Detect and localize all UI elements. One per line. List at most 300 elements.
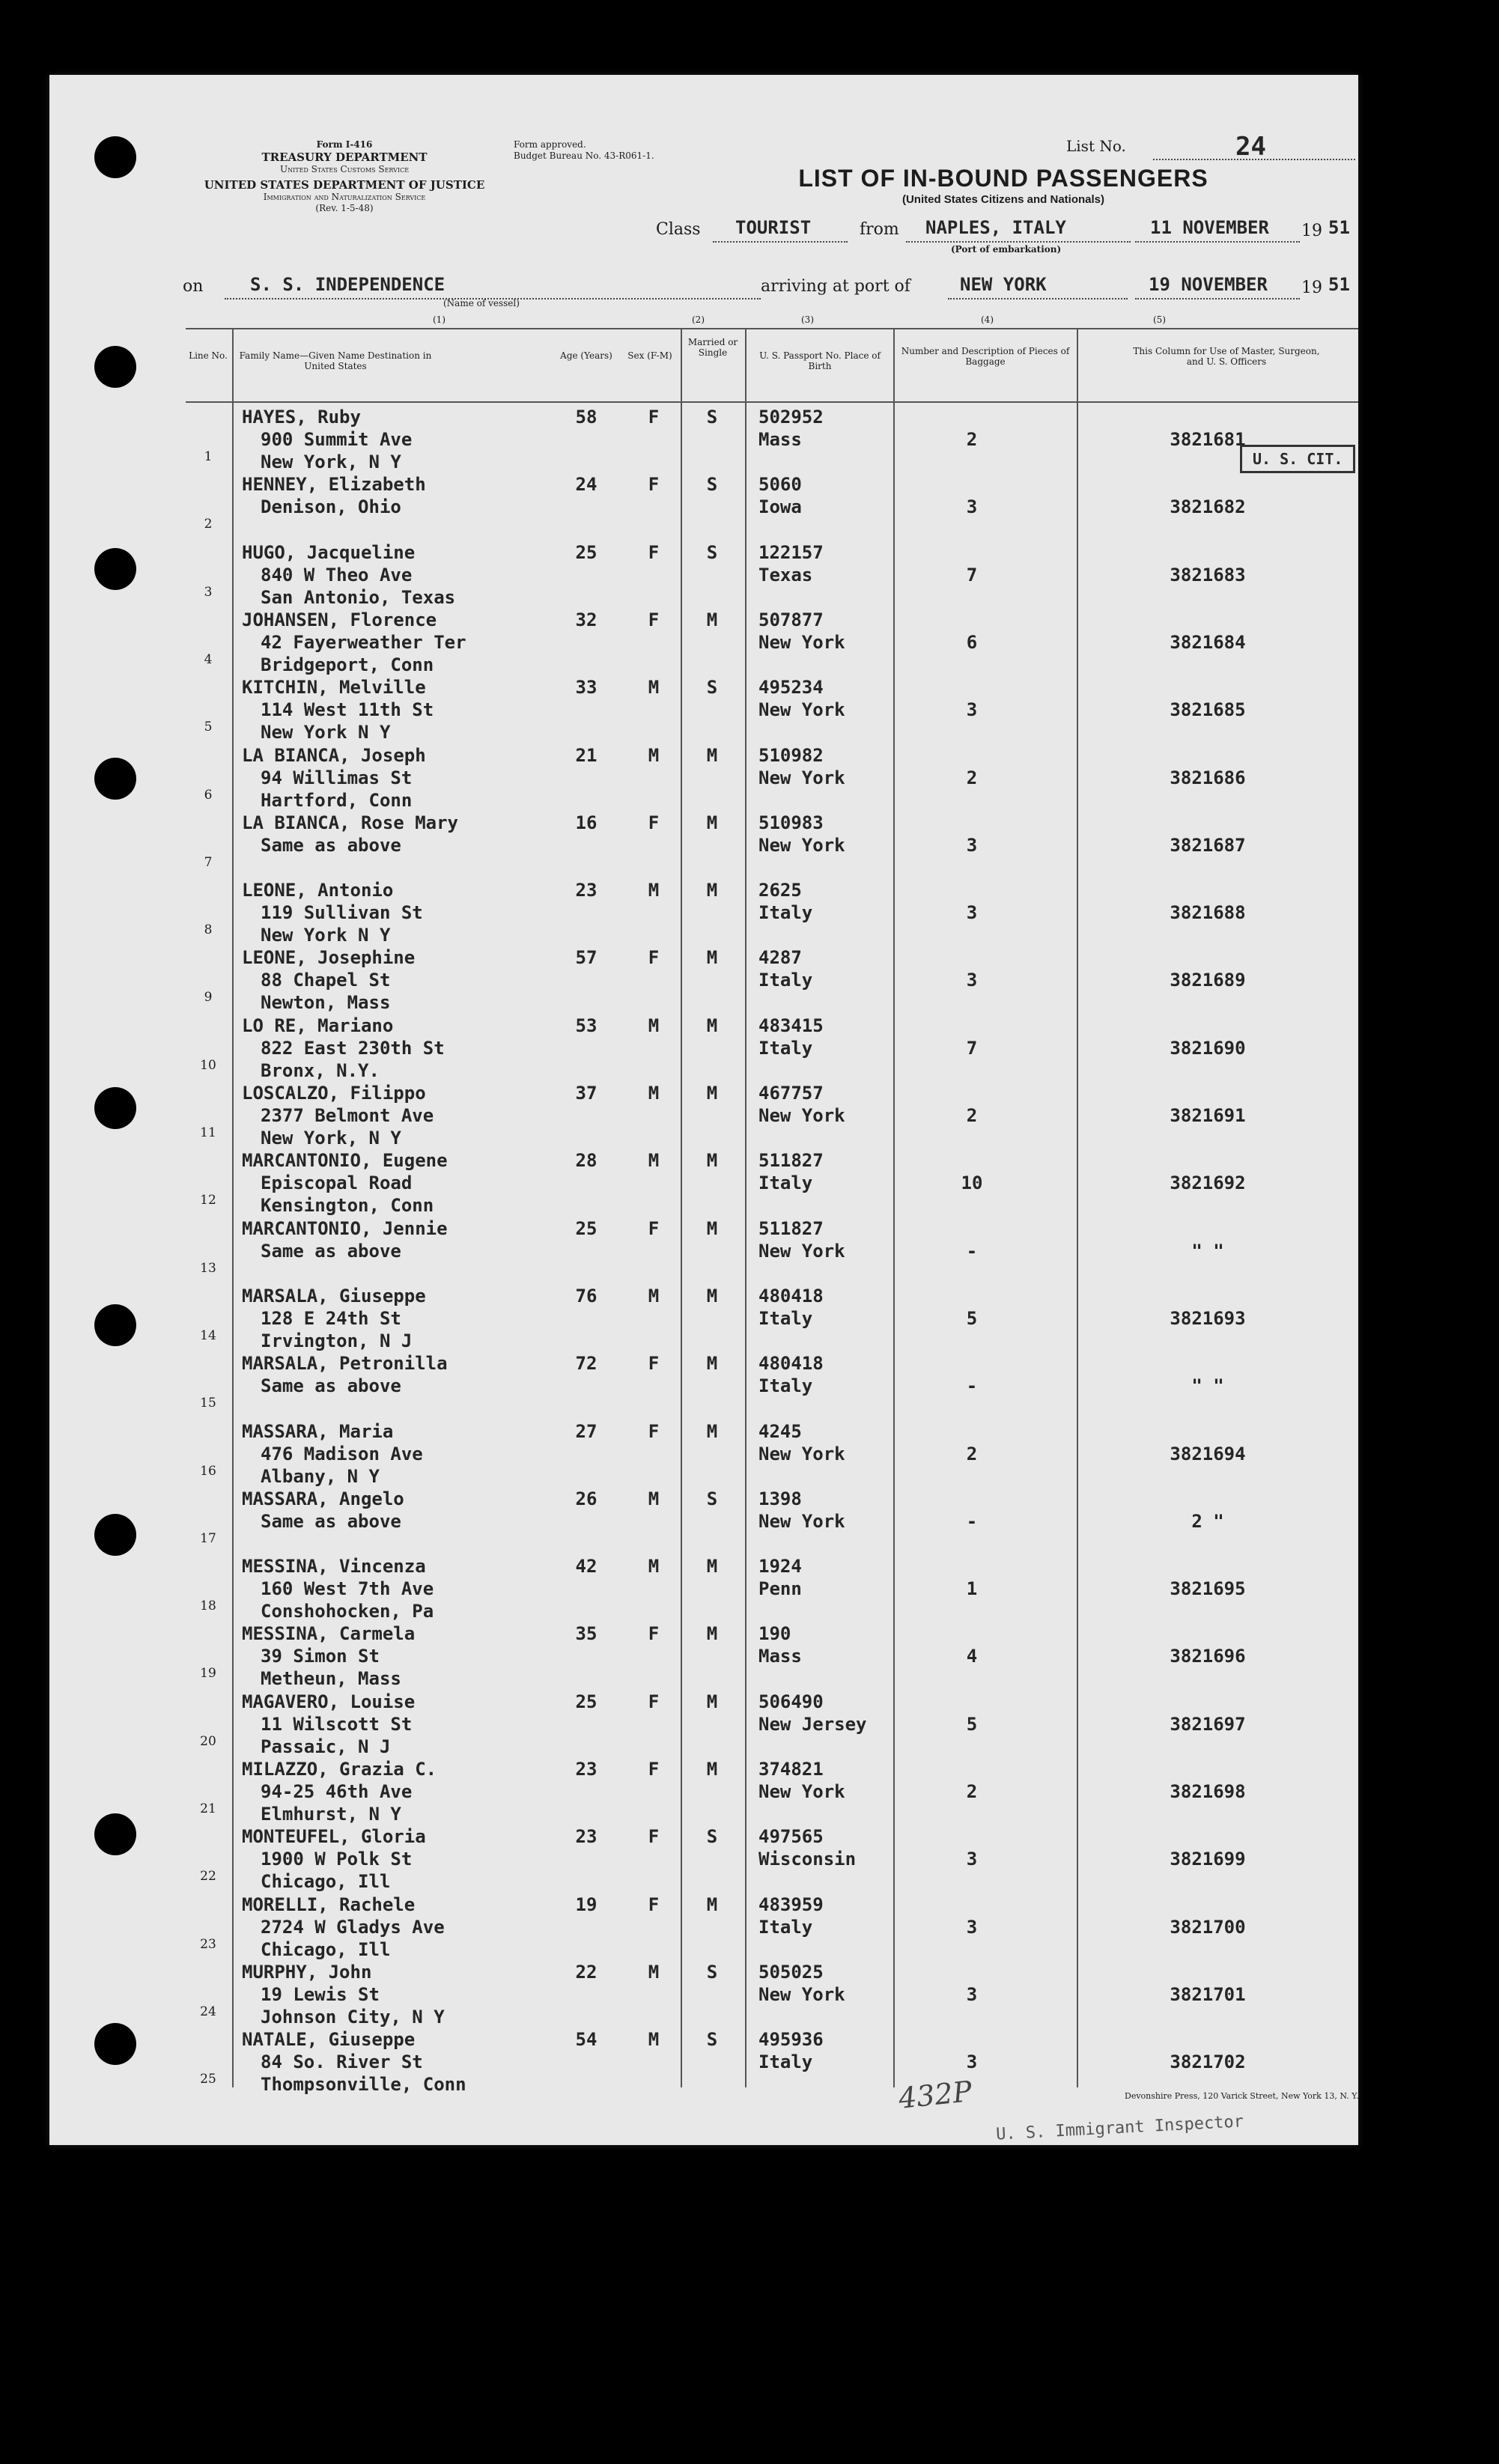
place-of-birth: New York	[758, 767, 845, 788]
address-line-1: 39 Simon St	[261, 1646, 380, 1667]
officer-number: 3821687	[1170, 834, 1246, 856]
sex-cell: F	[648, 474, 660, 496]
passport-number: 502952	[758, 407, 824, 428]
baggage-count: 3	[966, 1983, 978, 2005]
vessel-name: S. S. INDEPENDENCE	[250, 274, 446, 295]
age-cell: 72	[575, 1353, 598, 1375]
baggage-count: 6	[966, 631, 978, 653]
officer-number: 3821696	[1170, 1646, 1246, 1667]
passenger-name: MARCANTONIO, Eugene	[242, 1150, 448, 1172]
officer-number: 3821697	[1170, 1713, 1246, 1735]
place-of-birth: New York	[758, 1983, 845, 2005]
line-number: 10	[200, 1057, 216, 1073]
address-line-2: New York, N Y	[261, 1128, 401, 1149]
sex-cell: F	[648, 609, 660, 630]
passport-number: 495234	[758, 677, 824, 699]
passenger-name: LEONE, Josephine	[242, 947, 416, 969]
table-row	[186, 404, 1358, 472]
passenger-name: LO RE, Mariano	[242, 1015, 394, 1036]
table-row	[186, 1351, 1358, 1419]
baggage-count: 3	[966, 1916, 978, 1938]
officer-number: 3821700	[1170, 1916, 1246, 1938]
baggage-count: 2	[966, 1105, 978, 1126]
address-line-1: Episcopal Road	[261, 1172, 413, 1194]
table-row	[186, 1824, 1358, 1892]
baggage-count: 4	[966, 1646, 978, 1667]
passenger-name: MARCANTONIO, Jennie	[242, 1217, 448, 1239]
line-number: 5	[204, 720, 213, 735]
form-approval	[514, 139, 693, 162]
from-value: NAPLES, ITALY	[925, 217, 1066, 238]
place-of-birth: New York	[758, 1510, 845, 1532]
marital-status-cell: M	[706, 1217, 718, 1239]
col-age: Age (Years)	[560, 350, 612, 361]
baggage-count: -	[966, 1240, 978, 1262]
table-row	[186, 1689, 1358, 1757]
punch-hole	[94, 548, 136, 590]
passenger-name: MARSALA, Petronilla	[242, 1353, 448, 1375]
age-cell: 32	[575, 609, 598, 630]
marital-status-cell: S	[706, 474, 718, 496]
table-top-rule	[186, 328, 1358, 329]
sex-cell: M	[648, 2029, 660, 2051]
address-line-1: 94 Willimas St	[261, 767, 413, 788]
table-row	[186, 810, 1358, 878]
passport-number: 190	[758, 1623, 791, 1645]
table-row	[186, 1419, 1358, 1487]
passport-number: 1924	[758, 1556, 802, 1578]
address-line-2: Bridgeport, Conn	[261, 654, 434, 675]
table-row	[186, 472, 1358, 540]
table-row	[186, 1216, 1358, 1284]
marital-status-cell: M	[706, 744, 718, 766]
passport-number: 510982	[758, 744, 824, 766]
age-cell: 27	[575, 1420, 598, 1442]
punch-hole	[94, 1514, 136, 1556]
officer-number: 3821701	[1170, 1983, 1246, 2005]
address-line-1: 119 Sullivan St	[261, 902, 423, 924]
officer-number: 3821702	[1170, 2051, 1246, 2073]
embark-year-prefix: 19	[1301, 222, 1322, 240]
table-row	[186, 743, 1358, 811]
officer-number: 3821689	[1170, 970, 1246, 991]
marital-status-cell: M	[706, 947, 718, 969]
address-line-1: Same as above	[261, 1375, 401, 1397]
marital-status-cell: M	[706, 1150, 718, 1172]
sex-cell: F	[648, 812, 660, 833]
address-line-1: Same as above	[261, 834, 401, 856]
address-line-2: Kensington, Conn	[261, 1195, 434, 1217]
ins-service: Immigration and Naturalization Service	[263, 192, 426, 202]
punch-hole	[94, 1304, 136, 1346]
age-cell: 25	[575, 541, 598, 563]
officer-number: 3821695	[1170, 1578, 1246, 1600]
sex-cell: M	[648, 744, 660, 766]
address-line-2: Elmhurst, N Y	[261, 1804, 401, 1825]
place-of-birth: Italy	[758, 1037, 813, 1059]
col-married: Married or Single	[687, 337, 738, 358]
address-line-2: Hartford, Conn	[261, 789, 413, 811]
col-baggage: Number and Description of Pieces of Baggage	[901, 346, 1070, 367]
address-line-1: 2724 W Gladys Ave	[261, 1916, 445, 1938]
table-row	[186, 1554, 1358, 1622]
age-cell: 53	[575, 1015, 598, 1036]
officer-number: 3821691	[1170, 1105, 1246, 1126]
line-number: 8	[204, 922, 213, 938]
age-cell: 25	[575, 1217, 598, 1239]
age-cell: 22	[575, 1961, 598, 1983]
baggage-count: 3	[966, 699, 978, 721]
address-line-1: 114 West 11th St	[261, 699, 434, 721]
passport-number: 4287	[758, 947, 802, 969]
marital-status-cell: S	[706, 407, 718, 428]
passenger-name: MONTEUFEL, Gloria	[242, 1826, 426, 1848]
age-cell: 35	[575, 1623, 598, 1645]
place-of-birth: Italy	[758, 1916, 813, 1938]
line-number: 3	[204, 584, 213, 600]
address-line-1: 160 West 7th Ave	[261, 1578, 434, 1600]
address-line-1: Same as above	[261, 1510, 401, 1532]
passport-number: 497565	[758, 1826, 824, 1848]
line-number: 11	[200, 1125, 216, 1140]
address-line-1: 840 W Theo Ave	[261, 564, 413, 585]
table-row	[186, 1892, 1358, 1960]
marital-status-cell: M	[706, 1353, 718, 1375]
officer-number: 3821693	[1170, 1307, 1246, 1329]
marital-status-cell: M	[706, 1893, 718, 1915]
age-cell: 37	[575, 1083, 598, 1104]
col-line-no: Line No.	[189, 350, 228, 361]
table-row	[186, 1959, 1358, 2028]
class-label: Class	[656, 220, 701, 239]
baggage-count: 2	[966, 1443, 978, 1464]
justice-dept: UNITED STATES DEPARTMENT OF JUSTICE	[204, 178, 485, 192]
address-line-2: Albany, N Y	[261, 1465, 380, 1487]
marital-status-cell: S	[706, 1826, 718, 1848]
table-row	[186, 945, 1358, 1013]
passenger-name: KITCHIN, Melville	[242, 677, 426, 699]
passenger-name: MURPHY, John	[242, 1961, 372, 1983]
passenger-name: MASSARA, Angelo	[242, 1488, 404, 1509]
punch-hole	[94, 1813, 136, 1855]
sex-cell: M	[648, 1488, 660, 1509]
place-of-birth: Italy	[758, 1172, 813, 1194]
list-no-label: List No.	[1066, 137, 1126, 155]
line-number: 22	[200, 1869, 216, 1884]
table-row	[186, 1013, 1358, 1081]
place-of-birth: New York	[758, 699, 845, 721]
arrival-port: NEW YORK	[960, 274, 1047, 295]
passenger-name: HUGO, Jacqueline	[242, 541, 416, 563]
line-number: 9	[204, 990, 213, 1006]
marital-status-cell: S	[706, 1961, 718, 1983]
sex-cell: F	[648, 1893, 660, 1915]
baggage-count: 5	[966, 1713, 978, 1735]
age-cell: 23	[575, 1759, 598, 1780]
baggage-count: 3	[966, 496, 978, 518]
sex-cell: M	[648, 1015, 660, 1036]
marital-status-cell: M	[706, 1556, 718, 1578]
passenger-name: MESSINA, Carmela	[242, 1623, 416, 1645]
officer-number: 3821698	[1170, 1781, 1246, 1802]
colnum-1: (1)	[433, 314, 446, 325]
passport-number: 511827	[758, 1217, 824, 1239]
passport-number: 1398	[758, 1488, 802, 1509]
passport-number: 2625	[758, 880, 802, 901]
on-label: on	[183, 277, 204, 296]
age-cell: 42	[575, 1556, 598, 1578]
sex-cell: F	[648, 1826, 660, 1848]
table-row	[186, 1621, 1358, 1689]
punch-hole	[94, 2023, 136, 2065]
place-of-birth: New York	[758, 834, 845, 856]
address-line-2: Bronx, N.Y.	[261, 1059, 380, 1081]
marital-status-cell: S	[706, 541, 718, 563]
place-of-birth: New Jersey	[758, 1713, 867, 1735]
age-cell: 24	[575, 474, 598, 496]
officer-number: 3821694	[1170, 1443, 1246, 1464]
sex-cell: F	[648, 1420, 660, 1442]
age-cell: 16	[575, 812, 598, 833]
officer-number: 3821683	[1170, 564, 1246, 585]
place-of-birth: New York	[758, 1240, 845, 1262]
officer-number: " "	[1191, 1240, 1224, 1262]
printer-note: Devonshire Press, 120 Varick Street, New York 13, N. Y.	[1125, 2091, 1359, 2101]
place-of-birth: New York	[758, 1781, 845, 1802]
col-sex: Sex (F-M)	[627, 350, 672, 361]
table-row	[186, 540, 1358, 608]
arrival-year: 51	[1328, 274, 1350, 295]
sex-cell: M	[648, 1150, 660, 1172]
table-row	[186, 675, 1358, 743]
passport-number: 480418	[758, 1285, 824, 1306]
colnum-4: (4)	[981, 314, 994, 325]
budget-note: Budget Bureau No. 43-R061-1.	[514, 150, 654, 161]
col-name: Family Name—Given Name Destination in United States	[239, 350, 432, 371]
place-of-birth: Mass	[758, 1646, 802, 1667]
vessel-note: (Name of vessel)	[443, 298, 520, 308]
sex-cell: M	[648, 1556, 660, 1578]
passenger-name: MASSARA, Maria	[242, 1420, 394, 1442]
class-value: TOURIST	[735, 217, 812, 238]
embark-date: 11 NOVEMBER	[1150, 217, 1269, 238]
address-line-1: 1900 W Polk St	[261, 1849, 413, 1870]
arrival-date: 19 NOVEMBER	[1149, 274, 1268, 295]
baggage-count: 3	[966, 834, 978, 856]
age-cell: 25	[575, 1691, 598, 1712]
age-cell: 26	[575, 1488, 598, 1509]
table-row	[186, 607, 1358, 675]
punch-hole	[94, 758, 136, 800]
age-cell: 54	[575, 2029, 598, 2051]
colnum-2: (2)	[692, 314, 705, 325]
passenger-name: MILAZZO, Grazia C.	[242, 1759, 437, 1780]
place-of-birth: Italy	[758, 2051, 813, 2073]
table-row	[186, 1283, 1358, 1351]
address-line-2: New York N Y	[261, 722, 391, 743]
line-number: 24	[200, 2004, 216, 2019]
arriving-label: arriving at port of	[761, 277, 910, 296]
address-line-2: Newton, Mass	[261, 992, 391, 1014]
marital-status-cell: M	[706, 1083, 718, 1104]
officer-number: 3821684	[1170, 631, 1246, 653]
marital-status-cell: M	[706, 1285, 718, 1306]
passport-number: 483959	[758, 1893, 824, 1915]
address-line-1: 42 Fayerweather Ter	[261, 631, 466, 653]
officer-number: 2 "	[1191, 1510, 1224, 1532]
punch-hole	[94, 1087, 136, 1129]
baggage-count: 7	[966, 1037, 978, 1059]
address-line-2: Metheun, Mass	[261, 1668, 401, 1690]
officer-number: 3821690	[1170, 1037, 1246, 1059]
passenger-name: LEONE, Antonio	[242, 880, 394, 901]
revision: (Rev. 1-5-48)	[315, 203, 374, 213]
sex-cell: F	[648, 947, 660, 969]
document-title: LIST OF IN-BOUND PASSENGERS	[798, 165, 1208, 192]
address-line-2: New York, N Y	[261, 451, 401, 472]
marital-status-cell: M	[706, 880, 718, 901]
passport-number: 510983	[758, 812, 824, 833]
line-number: 1	[204, 449, 213, 464]
address-line-2: Thompsonville, Conn	[261, 2074, 466, 2096]
passenger-name: HENNEY, Elizabeth	[242, 474, 426, 496]
passenger-name: MARSALA, Giuseppe	[242, 1285, 426, 1306]
table-row	[186, 1080, 1358, 1149]
address-line-1: 128 E 24th St	[261, 1307, 401, 1329]
baggage-count: 2	[966, 1781, 978, 1802]
passenger-name: LA BIANCA, Joseph	[242, 744, 426, 766]
line-number: 25	[200, 2072, 216, 2087]
officer-number: 3821699	[1170, 1849, 1246, 1870]
table-row	[186, 1756, 1358, 1825]
age-cell: 21	[575, 744, 598, 766]
marital-status-cell: M	[706, 1015, 718, 1036]
age-cell: 57	[575, 947, 598, 969]
officer-number: 3821686	[1170, 767, 1246, 788]
address-line-1: Same as above	[261, 1240, 401, 1262]
passport-number: 507877	[758, 609, 824, 630]
marital-status-cell: M	[706, 812, 718, 833]
passport-number: 467757	[758, 1083, 824, 1104]
passenger-name: JOHANSEN, Florence	[242, 609, 437, 630]
address-line-1: 94-25 46th Ave	[261, 1781, 413, 1802]
passenger-name: NATALE, Giuseppe	[242, 2029, 416, 2051]
address-line-1: 11 Wilscott St	[261, 1713, 413, 1735]
sex-cell: M	[648, 1961, 660, 1983]
table-row	[186, 877, 1358, 946]
place-of-birth: Iowa	[758, 496, 802, 518]
address-line-2: Chicago, Ill	[261, 1938, 391, 1960]
sex-cell: M	[648, 677, 660, 699]
citizen-stamp: U. S. CIT.	[1240, 445, 1355, 473]
embark-year: 51	[1328, 217, 1350, 238]
passport-number: 5060	[758, 474, 802, 496]
punch-hole	[94, 346, 136, 388]
passenger-name: LA BIANCA, Rose Mary	[242, 812, 458, 833]
address-line-2: Passaic, N J	[261, 1736, 391, 1757]
sex-cell: F	[648, 1217, 660, 1239]
passenger-name: HAYES, Ruby	[242, 407, 361, 428]
baggage-count: 3	[966, 902, 978, 924]
age-cell: 23	[575, 1826, 598, 1848]
marital-status-cell: M	[706, 1420, 718, 1442]
place-of-birth: Italy	[758, 1307, 813, 1329]
age-cell: 58	[575, 407, 598, 428]
passenger-name: LOSCALZO, Filippo	[242, 1083, 426, 1104]
age-cell: 28	[575, 1150, 598, 1172]
passenger-name: MORELLI, Rachele	[242, 1893, 416, 1915]
line-number: 15	[200, 1396, 216, 1411]
colnum-5: (5)	[1153, 314, 1166, 325]
inspector-stamp: U. S. Immigrant Inspector	[995, 2112, 1244, 2144]
line-number: 7	[204, 854, 213, 870]
officer-number: 3821692	[1170, 1172, 1246, 1194]
handwritten-note: 432P	[896, 2074, 974, 2116]
colnum-3: (3)	[801, 314, 814, 325]
baggage-count: 10	[961, 1172, 983, 1194]
line-number: 19	[200, 1666, 216, 1682]
place-of-birth: Italy	[758, 1375, 813, 1397]
baggage-count: 7	[966, 564, 978, 585]
passport-number: 483415	[758, 1015, 824, 1036]
place-of-birth: Italy	[758, 902, 813, 924]
place-of-birth: New York	[758, 631, 845, 653]
passport-number: 505025	[758, 1961, 824, 1983]
sex-cell: F	[648, 1623, 660, 1645]
marital-status-cell: S	[706, 677, 718, 699]
table-row	[186, 1486, 1358, 1554]
line-number: 4	[204, 651, 213, 667]
line-number: 13	[200, 1260, 216, 1276]
age-cell: 19	[575, 1893, 598, 1915]
table-row	[186, 1148, 1358, 1216]
arrival-year-prefix: 19	[1301, 279, 1322, 297]
sex-cell: M	[648, 880, 660, 901]
marital-status-cell: M	[706, 1759, 718, 1780]
place-of-birth: Italy	[758, 970, 813, 991]
baggage-count: 5	[966, 1307, 978, 1329]
col-officers: This Column for Use of Master, Surgeon, and U. S. Officers	[1133, 346, 1320, 367]
officer-number: 3821682	[1170, 496, 1246, 518]
address-line-2: Irvington, N J	[261, 1330, 413, 1351]
sex-cell: F	[648, 1353, 660, 1375]
form-number: Form I-416	[316, 139, 373, 150]
treasury-dept: TREASURY DEPARTMENT	[261, 150, 428, 164]
table-row	[186, 2027, 1358, 2095]
address-line-2: San Antonio, Texas	[261, 586, 456, 608]
passport-number: 511827	[758, 1150, 824, 1172]
passport-number: 122157	[758, 541, 824, 563]
place-of-birth: New York	[758, 1105, 845, 1126]
marital-status-cell: S	[706, 1488, 718, 1509]
baggage-count: 2	[966, 429, 978, 450]
passport-number: 506490	[758, 1691, 824, 1712]
passenger-name: MESSINA, Vincenza	[242, 1556, 426, 1578]
passenger-name: MAGAVERO, Louise	[242, 1691, 416, 1712]
passport-number: 4245	[758, 1420, 802, 1442]
col-passport: U. S. Passport No. Place of Birth	[759, 350, 881, 371]
sex-cell: F	[648, 541, 660, 563]
baggage-count: -	[966, 1375, 978, 1397]
address-line-2: Johnson City, N Y	[261, 2006, 445, 2028]
list-no: 24	[1235, 132, 1266, 162]
address-line-1: 88 Chapel St	[261, 970, 391, 991]
age-cell: 33	[575, 677, 598, 699]
officer-number: 3821688	[1170, 902, 1246, 924]
baggage-count: 1	[966, 1578, 978, 1600]
line-number: 16	[200, 1463, 216, 1479]
sex-cell: M	[648, 1083, 660, 1104]
